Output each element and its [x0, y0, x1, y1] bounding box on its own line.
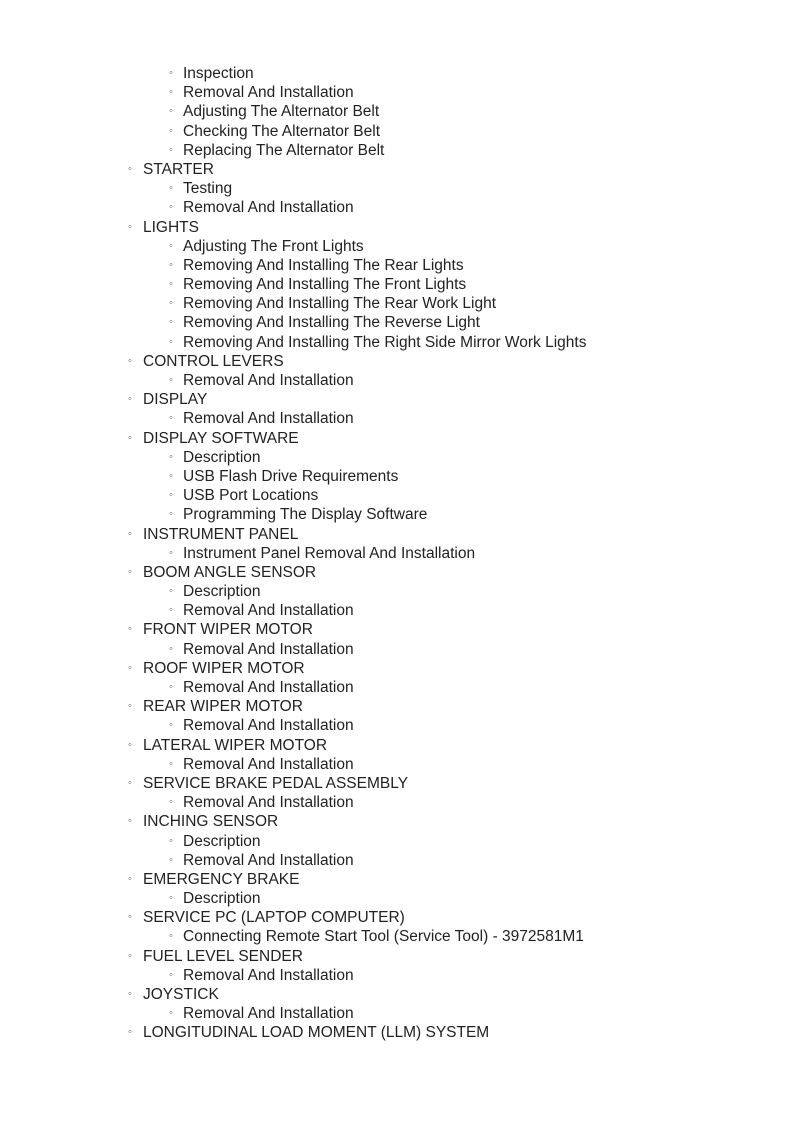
toc-subsection[interactable] [0, 544, 794, 563]
bullet-icon: ◦ [169, 335, 173, 348]
toc-subsection[interactable] [0, 409, 794, 428]
toc-entry-label[interactable]: Removal And Installation [183, 640, 354, 658]
toc-section[interactable] [0, 1023, 794, 1042]
toc-entry-label[interactable]: ROOF WIPER MOTOR [143, 659, 305, 677]
bullet-icon: ◦ [128, 162, 132, 175]
toc-subsection[interactable] [0, 333, 794, 352]
toc-entry-label[interactable]: Removal And Installation [183, 199, 354, 217]
toc-subsection[interactable] [0, 640, 794, 659]
toc-entry-label[interactable]: Removal And Installation [183, 851, 354, 869]
toc-subsection[interactable] [0, 927, 794, 946]
toc-entry-label[interactable]: Description [183, 832, 261, 850]
toc-entry-label[interactable]: Removal And Installation [183, 717, 354, 735]
toc-subsection[interactable] [0, 851, 794, 870]
toc-section[interactable] [0, 870, 794, 889]
bullet-icon: ◦ [169, 105, 173, 118]
bullet-icon: ◦ [169, 489, 173, 502]
bullet-icon: ◦ [128, 220, 132, 233]
bullet-icon: ◦ [169, 124, 173, 137]
bullet-icon: ◦ [128, 738, 132, 751]
bullet-icon: ◦ [128, 393, 132, 406]
bullet-icon: ◦ [169, 67, 173, 79]
bullet-icon: ◦ [169, 143, 173, 156]
toc-entry-label[interactable]: Removal And Installation [183, 372, 354, 389]
toc-subsection[interactable] [0, 64, 794, 83]
toc-entry-label[interactable]: LATERAL WIPER MOTOR [143, 736, 328, 754]
toc-entry-label[interactable]: JOYSTICK [143, 986, 219, 1003]
toc-entry-label[interactable]: Removal And Installation [183, 410, 354, 428]
toc-section[interactable] [0, 390, 794, 409]
toc-section[interactable] [0, 525, 794, 544]
toc-subsection[interactable] [0, 371, 794, 390]
toc-entry-label[interactable]: STARTER [143, 160, 214, 178]
bullet-icon: ◦ [169, 297, 173, 310]
bullet-icon: ◦ [169, 757, 173, 770]
bullet-icon: ◦ [128, 776, 132, 789]
toc-entry-label[interactable]: Removing And Installing The Right Side Mirror Work Lights [183, 333, 587, 351]
toc-entry-label[interactable]: Removal And Installation [183, 755, 354, 773]
toc-entry-label[interactable]: EMERGENCY BRAKE [143, 870, 300, 888]
bullet-icon: ◦ [128, 872, 132, 885]
toc-subsection[interactable] [0, 275, 794, 294]
toc-subsection[interactable] [0, 294, 794, 313]
toc-section[interactable] [0, 736, 794, 755]
toc-entry-label[interactable]: INSTRUMENT PANEL [143, 525, 299, 543]
bullet-icon: ◦ [128, 661, 132, 674]
toc-section[interactable] [0, 774, 794, 793]
bullet-icon: ◦ [128, 911, 132, 924]
bullet-icon: ◦ [169, 469, 173, 482]
toc-entry-label[interactable]: Removal And Installation [183, 602, 354, 620]
toc-section[interactable] [0, 947, 794, 966]
toc-entry-label[interactable]: Removing And Installing The Rear Work Light [183, 295, 497, 313]
bullet-icon: ◦ [169, 508, 173, 521]
toc-subsection[interactable] [0, 601, 794, 620]
toc-subsection[interactable] [0, 486, 794, 505]
bullet-icon: ◦ [169, 450, 173, 463]
bullet-icon: ◦ [128, 949, 132, 962]
toc-section[interactable] [0, 160, 794, 179]
bullet-icon: ◦ [169, 1007, 173, 1020]
bullet-icon: ◦ [169, 930, 173, 943]
toc-entry-label[interactable]: DISPLAY [143, 391, 208, 409]
toc-entry-label[interactable]: Instrument Panel Removal And Installation [183, 544, 476, 562]
toc-subsection[interactable] [0, 889, 794, 908]
toc-entry-label[interactable]: LONGITUDINAL LOAD MOMENT (LLM) SYSTEM [143, 1024, 490, 1042]
toc-entry-label[interactable]: BOOM ANGLE SENSOR [143, 563, 317, 581]
bullet-icon: ◦ [128, 815, 132, 828]
toc-subsection[interactable] [0, 505, 794, 524]
bullet-icon: ◦ [128, 988, 132, 1000]
toc-entry-label[interactable]: Replacing The Alternator Belt [183, 141, 385, 159]
bullet-icon: ◦ [169, 546, 173, 559]
bullet-icon: ◦ [169, 585, 173, 598]
toc-entry-label[interactable]: USB Port Locations [183, 487, 319, 505]
toc-entry-label[interactable]: SERVICE PC (LAPTOP COMPUTER) [143, 909, 405, 927]
bullet-icon: ◦ [169, 374, 173, 386]
toc-entry-label[interactable]: Testing [183, 180, 233, 198]
toc-section[interactable] [0, 985, 794, 1004]
toc-entry-label[interactable]: Removing And Installing The Rear Lights [183, 256, 464, 274]
toc-entry-label[interactable]: Removal And Installation [183, 966, 354, 984]
toc-section[interactable] [0, 812, 794, 831]
bullet-icon: ◦ [128, 527, 132, 540]
bullet-icon: ◦ [169, 719, 173, 732]
bullet-icon: ◦ [169, 412, 173, 425]
bullet-icon: ◦ [128, 565, 132, 578]
bullet-icon: ◦ [169, 182, 173, 195]
toc-section[interactable] [0, 908, 794, 927]
toc-entry-label[interactable]: Connecting Remote Start Tool (Service Tool) - 3972581M1 [183, 928, 584, 946]
toc-subsection[interactable] [0, 1004, 794, 1023]
toc-entry-label[interactable]: SERVICE BRAKE PEDAL ASSEMBLY [143, 774, 409, 792]
toc-subsection[interactable] [0, 582, 794, 601]
toc-subsection[interactable] [0, 83, 794, 102]
toc-entry-label[interactable]: Removal And Installation [183, 794, 354, 812]
toc-section[interactable] [0, 697, 794, 716]
toc-subsection[interactable] [0, 793, 794, 812]
toc-subsection[interactable] [0, 966, 794, 985]
bullet-icon: ◦ [128, 1026, 132, 1039]
toc-entry-label[interactable]: Description [183, 890, 261, 908]
toc-subsection[interactable] [0, 716, 794, 735]
toc-subsection[interactable] [0, 467, 794, 486]
toc-entry-label[interactable]: USB Flash Drive Requirements [183, 467, 399, 485]
bullet-icon: ◦ [169, 892, 173, 905]
toc-entry-label[interactable]: INCHING SENSOR [143, 813, 279, 831]
toc-subsection[interactable] [0, 122, 794, 141]
table-of-contents [0, 64, 794, 1043]
toc-section[interactable] [0, 563, 794, 582]
toc-entry-label[interactable]: Removal And Installation [183, 679, 354, 696]
toc-subsection[interactable] [0, 102, 794, 121]
toc-subsection[interactable] [0, 313, 794, 332]
toc-entry-label[interactable]: REAR WIPER MOTOR [143, 698, 303, 716]
bullet-icon: ◦ [169, 316, 173, 329]
bullet-icon: ◦ [169, 968, 173, 981]
bullet-icon: ◦ [128, 431, 132, 444]
bullet-icon: ◦ [169, 201, 173, 214]
bullet-icon: ◦ [128, 700, 132, 713]
toc-entry-label[interactable]: Inspection [183, 65, 254, 82]
bullet-icon: ◦ [169, 834, 173, 847]
toc-entry-label[interactable]: CONTROL LEVERS [143, 352, 284, 370]
toc-subsection[interactable] [0, 237, 794, 256]
toc-subsection[interactable] [0, 179, 794, 198]
toc-entry-label[interactable]: Checking The Alternator Belt [183, 122, 381, 140]
toc-section[interactable] [0, 620, 794, 639]
toc-subsection[interactable] [0, 832, 794, 851]
bullet-icon: ◦ [128, 623, 132, 636]
bullet-icon: ◦ [128, 354, 132, 367]
toc-entry-label[interactable]: Programming The Display Software [183, 506, 428, 524]
toc-entry-label[interactable]: Removal And Installation [183, 1005, 354, 1023]
toc-subsection[interactable] [0, 141, 794, 160]
toc-section[interactable] [0, 352, 794, 371]
toc-subsection[interactable] [0, 256, 794, 275]
bullet-icon: ◦ [169, 258, 173, 271]
bullet-icon: ◦ [169, 86, 173, 99]
toc-entry-label[interactable]: Adjusting The Front Lights [183, 237, 364, 255]
toc-section[interactable] [0, 218, 794, 237]
bullet-icon: ◦ [169, 239, 173, 252]
toc-entry-label[interactable]: Description [183, 583, 261, 601]
toc-entry-label[interactable]: DISPLAY SOFTWARE [143, 429, 299, 447]
toc-subsection[interactable] [0, 448, 794, 467]
bullet-icon: ◦ [169, 796, 173, 809]
toc-entry-label[interactable]: Removing And Installing The Reverse Light [183, 314, 480, 332]
toc-entry-label[interactable]: Removal And Installation [183, 84, 354, 102]
toc-entry-label[interactable]: FUEL LEVEL SENDER [143, 947, 303, 965]
toc-section[interactable] [0, 659, 794, 678]
bullet-icon: ◦ [169, 604, 173, 617]
toc-subsection[interactable] [0, 678, 794, 697]
toc-subsection[interactable] [0, 755, 794, 774]
bullet-icon: ◦ [169, 278, 173, 291]
toc-entry-label[interactable]: Description [183, 448, 261, 466]
bullet-icon: ◦ [169, 642, 173, 655]
toc-entry-label[interactable]: FRONT WIPER MOTOR [143, 621, 313, 639]
toc-entry-label[interactable]: Adjusting The Alternator Belt [183, 103, 380, 121]
toc-entry-label[interactable]: LIGHTS [143, 218, 199, 236]
toc-subsection[interactable] [0, 198, 794, 217]
bullet-icon: ◦ [169, 681, 173, 693]
toc-entry-label[interactable]: Removing And Installing The Front Lights [183, 276, 467, 294]
bullet-icon: ◦ [169, 853, 173, 866]
toc-section[interactable] [0, 429, 794, 448]
